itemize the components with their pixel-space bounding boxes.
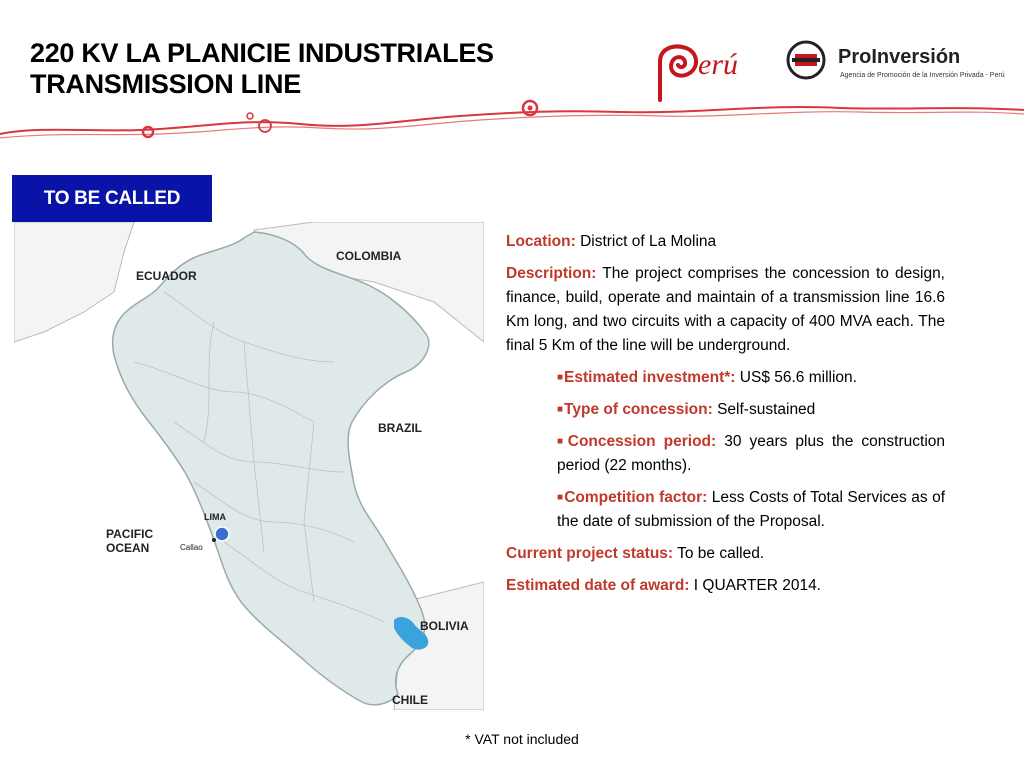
label-lima: LIMA bbox=[204, 512, 226, 522]
bullet-square-icon: ■ bbox=[557, 436, 567, 447]
location-row bbox=[506, 230, 945, 254]
bullet-square-icon: ■ bbox=[557, 492, 564, 503]
label-bolivia: BOLIVIA bbox=[420, 619, 469, 633]
award-date-value: I QUARTER 2014. bbox=[693, 577, 821, 594]
award-date-label: Estimated date of award: bbox=[506, 577, 690, 594]
proinversion-subtitle: Agencia de Promoción de la Inversión Privada - Perú bbox=[840, 72, 1005, 79]
location-value: District of La Molina bbox=[580, 233, 717, 250]
bullet-type-of-concession: ■Type of concession: Self-sustained bbox=[557, 401, 816, 418]
label-colombia: COLOMBIA bbox=[336, 249, 402, 263]
bullet-square-icon: ■ bbox=[557, 404, 564, 415]
label-chile: CHILE bbox=[392, 693, 428, 707]
title-line-1: 220 KV LA PLANICIE INDUSTRIALES bbox=[30, 38, 494, 68]
proinversion-icon bbox=[786, 40, 826, 80]
label-ecuador: ECUADOR bbox=[136, 269, 197, 283]
vat-footnote: * VAT not included bbox=[465, 731, 579, 747]
peru-map bbox=[14, 222, 484, 710]
bullet-concession-period: ■Concession period: 30 years plus the construction period (22 months). bbox=[557, 433, 945, 474]
description-row bbox=[506, 262, 945, 358]
label-brazil: BRAZIL bbox=[378, 421, 422, 435]
bullet-estimated-investment: ■Estimated investment*: US$ 56.6 million. bbox=[557, 369, 857, 386]
label-callao: Callao bbox=[180, 543, 203, 552]
bullet-square-icon: ■ bbox=[557, 372, 564, 383]
description-value: The project comprises the concession to design, finance, build, operate and maintain of a transmission line 16.6 Km long, and two circuits with a capacity of 400 MVA each. The final 5 Km of the line will be underground. bbox=[506, 265, 945, 354]
proinversion-name: ProInversión bbox=[838, 46, 961, 68]
award-date-row bbox=[506, 574, 945, 598]
current-status-row bbox=[506, 542, 945, 566]
status-badge: TO BE CALLED bbox=[12, 175, 212, 222]
page-title bbox=[30, 38, 494, 100]
title-line-2: TRANSMISSION LINE bbox=[30, 69, 301, 99]
location-label: Location: bbox=[506, 233, 576, 250]
peru-logo-text: erú bbox=[698, 48, 738, 81]
callao-dot-icon bbox=[212, 538, 216, 542]
peru-shape bbox=[113, 232, 429, 705]
decorative-wave-banner bbox=[0, 96, 1024, 152]
current-status-value: To be called. bbox=[677, 545, 765, 562]
label-pacific: PACIFIC bbox=[106, 527, 154, 541]
lima-marker-icon bbox=[215, 527, 229, 541]
project-details bbox=[506, 230, 945, 606]
current-status-label: Current project status: bbox=[506, 545, 674, 562]
bullet-competition-factor: ■Competition factor: Less Costs of Total Services as of the date of submission of the Proposal. bbox=[557, 489, 946, 530]
label-ocean: OCEAN bbox=[106, 541, 150, 555]
description-label: Description: bbox=[506, 265, 597, 282]
